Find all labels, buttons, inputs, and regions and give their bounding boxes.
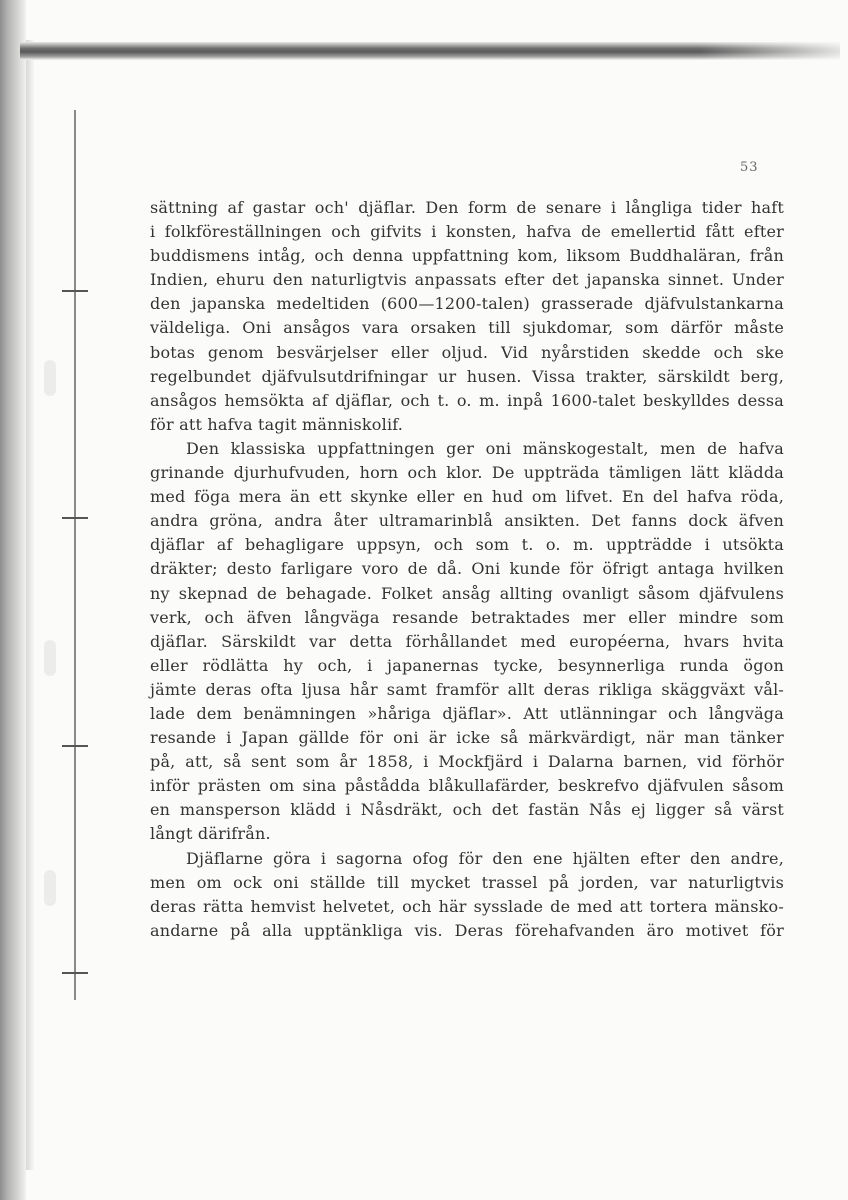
- text-line: deras rätta hemvist helvetet, och här sysslade de med att tortera mänsko-: [150, 896, 784, 916]
- text-line: andra gröna, andra åter ultramarinblå ansikten. Det fanns dock äfven: [150, 511, 784, 531]
- binding-mark: [62, 290, 88, 292]
- text-line: buddismens intåg, och denna uppfattning kom, liksom Buddhaläran, från: [150, 246, 784, 266]
- text-line: för att hafva tagit människolif.: [150, 414, 404, 434]
- text-line: lade dem benämningen »håriga djäflar». Att utlänningar och långväga: [150, 703, 784, 723]
- text-line: ny skepnad de behagade. Folket ansåg allting ovanligt såsom djäfvulens: [150, 583, 784, 603]
- text-line: ansågos hemsökta af djäflar, och t. o. m. inpå 1600-talet beskylldes dessa: [150, 390, 784, 410]
- text-line: den japanska medeltiden (600—1200-talen) grasserade djäfvulstankarna: [150, 294, 784, 314]
- text-line: väldeliga. Oni ansågos vara orsaken till sjukdomar, som därför måste: [150, 318, 784, 338]
- binding-mark: [62, 745, 88, 747]
- punch-hole: [44, 870, 56, 906]
- binding-mark: [62, 517, 88, 519]
- page-number: 53: [740, 160, 759, 175]
- scan-edge-shadow: [26, 40, 34, 1170]
- text-line: botas genom besvärjelser eller oljud. Vid nyårstiden skedde och ske: [150, 342, 784, 362]
- text-line: inför prästen om sina påstådda blåkullafärder, beskrefvo djäfvulen såsom: [150, 776, 784, 796]
- text-line: med föga mera än ett skynke eller en hud om lifvet. En del hafva röda,: [150, 487, 784, 507]
- scan-top-bar-fade: [700, 42, 840, 60]
- text-line: Indien, ehuru den naturligtvis anpassats efter det japanska sinnet. Under: [150, 270, 784, 290]
- text-line: jämte deras ofta ljusa hår samt framför allt deras rikliga skäggväxt vål-: [150, 679, 784, 699]
- text-line: på, att, så sent som år 1858, i Mockfjärd i Dalarna barnen, vid förhör: [150, 752, 784, 772]
- punch-hole: [44, 360, 56, 396]
- text-line: regelbundet djäfvulsutdrifningar ur husen. Vissa trakter, särskildt berg,: [150, 366, 784, 386]
- binding-mark: [62, 972, 88, 974]
- text-line: verk, och äfven långväga resande betraktades mer eller mindre som: [150, 607, 784, 627]
- text-line: andarne på alla upptänkliga vis. Deras förehafvanden äro motivet för: [150, 920, 784, 940]
- punch-hole: [44, 640, 56, 676]
- scan-left-edge: [0, 0, 26, 1200]
- text-line: djäflar. Särskildt var detta förhållandet med européerna, hvars hvita: [150, 631, 784, 651]
- text-line: resande i Japan gällde för oni är icke så märkvärdigt, när man tänker: [150, 728, 784, 748]
- text-line: dräkter; desto farligare voro de då. Oni kunde för öfrigt antaga hvilken: [150, 559, 784, 579]
- text-line: djäflar af behagligare uppsyn, och som t. o. m. uppträdde i utsökta: [150, 535, 784, 555]
- text-line: Den klassiska uppfattningen ger oni mänskogestalt, men de hafva: [186, 438, 784, 458]
- binding-line: [74, 110, 76, 1000]
- text-line: Djäflarne göra i sagorna ofog för den ene hjälten efter den andre,: [186, 848, 784, 868]
- body-text: [150, 196, 784, 943]
- text-line: långt därifrån.: [150, 824, 271, 844]
- text-line: men om ock oni ställde till mycket trassel på jorden, var naturligtvis: [150, 872, 784, 892]
- text-line: en mansperson klädd i Nåsdräkt, och det fastän Nås ej ligger så värst: [150, 800, 784, 820]
- text-line: i folkföreställningen och gifvits i konsten, hafva de emellertid fått efter: [150, 222, 784, 242]
- text-line: grinande djurhufvuden, horn och klor. De uppträda tämligen lätt klädda: [150, 463, 784, 483]
- text-line: eller rödlätta hy och, i japanernas tycke, besynnerliga runda ögon: [150, 655, 784, 675]
- text-line: sättning af gastar och' djäflar. Den form de senare i långliga tider haft: [150, 198, 784, 217]
